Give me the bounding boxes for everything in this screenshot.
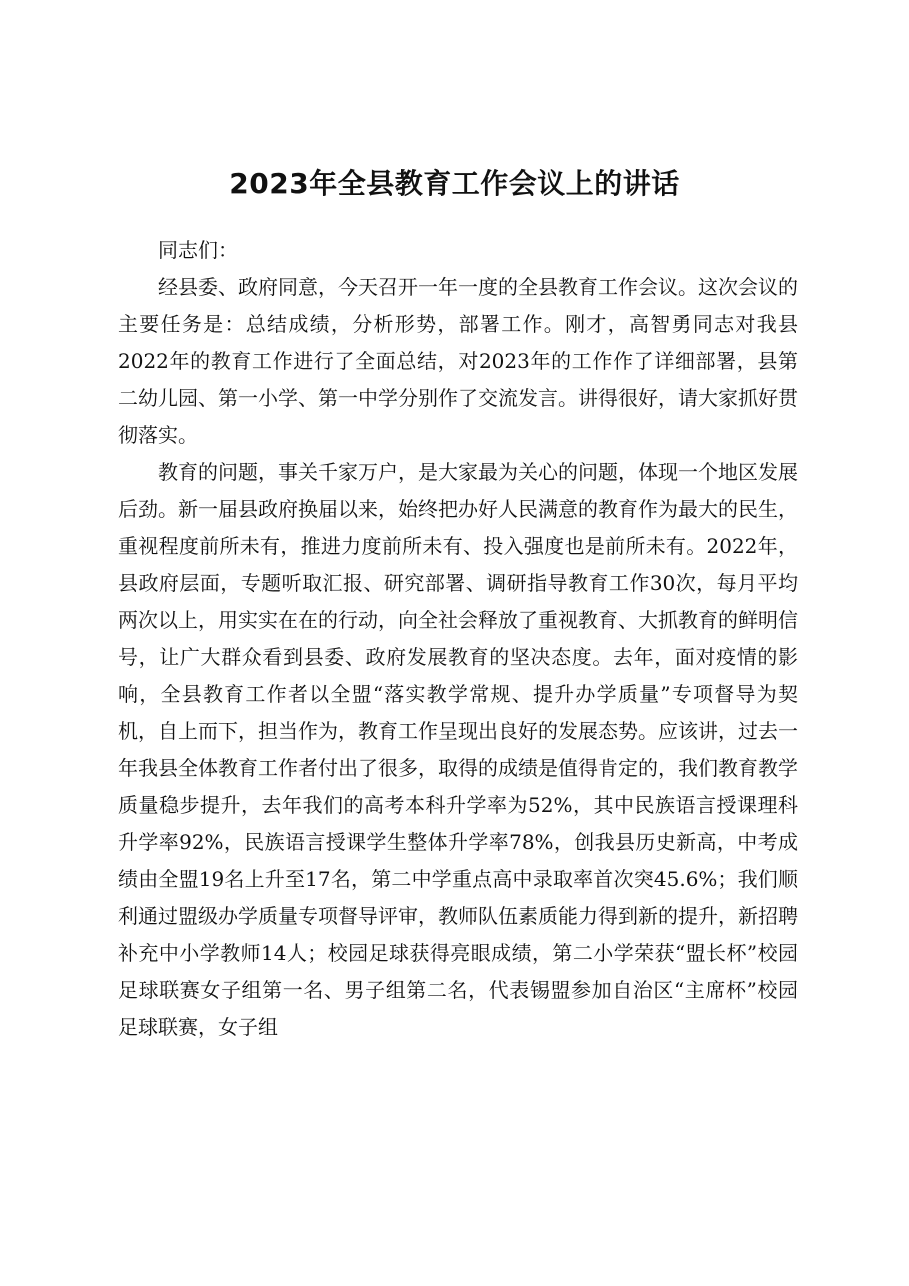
paragraph-1: 经县委、政府同意，今天召开一年一度的全县教育工作会议。这次会议的主要任务是：总结成绩，分析形势，部署工作。刚才，高智勇同志对我县2022年的教育工作进行了全面总结，对2023年的工作作了详细部署，县第二幼儿园、第一小学、第一中学分别作了交流发言。讲得很好，请大家抓好贯彻落实。: [118, 275, 798, 447]
document-body: [118, 232, 798, 1046]
salutation: 同志们：: [158, 238, 238, 262]
document-title: 2023年全县教育工作会议上的讲话: [229, 167, 680, 200]
paragraph-2: 教育的问题，事关千家万户，是大家最为关心的问题，体现一个地区发展后劲。新一届县政府换届以来，始终把办好人民满意的教育作为最大的民生，重视程度前所未有，推进力度前所未有、投入强度也是前所未有。2022年，县政府层面，专题听取汇报、研究部署、调研指导教育工作30次，每月平均两次以上，用实实在在的行动，向全社会释放了重视教育、大抓教育的鲜明信号，让广大群众看到县委、政府发展教育的坚决态度。去年，面对疫情的影响，全县教育工作者以全盟“落实教学常规、提升办学质量”专项督导为契机，自上而下，担当作为，教育工作呈现出良好的发展态势。应该讲，过去一年我县全体教育工作者付出了很多，取得的成绩是值得肯定的，我们教育教学质量稳步提升，去年我们的高考本科升学率为52%，其中民族语言授课理科升学率92%，民族语言授课学生整体升学率78%，创我县历史新高，中考成绩由全盟19名上升至17名，第二中学重点高中录取率首次突45.6%；我们顺利通过盟级办学质量专项督导评审，教师队伍素质能力得到新的提升，新招聘补充中小学教师14人；校园足球获得亮眼成绩，第二小学荣获“盟长杯”校园足球联赛女子组第一名、男子组第二名，代表锡盟参加自治区“主席杯”校园足球联赛，女子组: [118, 460, 798, 1039]
